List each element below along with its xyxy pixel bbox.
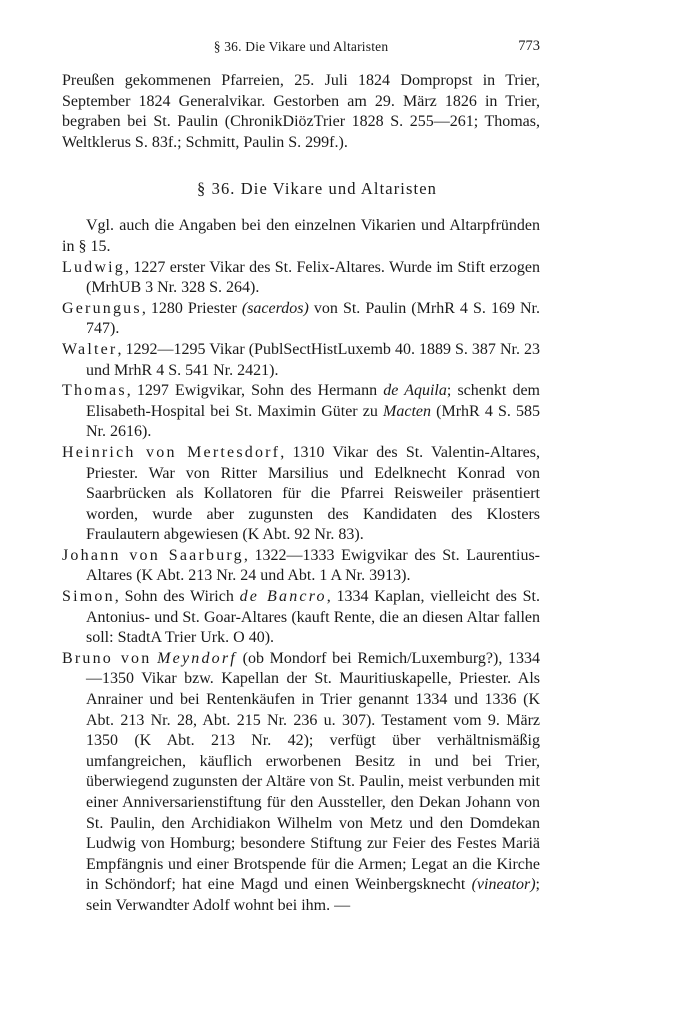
entry-text: von St. Paulin (MrhR 4 S. 169 Nr. 747). <box>86 299 541 338</box>
entry-item <box>62 299 540 340</box>
entry-text: (ob Mondorf bei Remich/Luxemburg?), 1334—1350 Vikar bzw. Kapellan der St. Mauritiuskapelle, Priester. Als Anrainer und bei Rentenkäufen in Trier genannt 1334 und 1336 (K Abt. 213 Nr. 28, Abt. 215 Nr. 236 u. 307). Testament vom 9. März 1350 (K Abt. 213 Nr. 42); verfügt über verhältnismäßig umfangreichen, käuflich erworbenen Besitz in und bei Trier, überwiegend zugunsten der Altäre von St. Paulin, meist verbunden mit einer Anniversarienstiftung für den Aussteller, den Dekan Johann von St. Paulin, den Archidiakon Wilhelm von Metz und den Domdekan Ludwig von Homburg; besondere Stiftung zur Feier des Festes Mariä Empfängnis und einer Brotspende für die Armen; Legat an die Kirche in Schöndorf; hat eine Magd und einen Weinbergsknecht <box>86 649 541 894</box>
entry-italic-text: Meyndorf <box>157 649 237 667</box>
page-number: 773 <box>518 38 540 54</box>
entry-text: , 1292—1295 Vikar (PublSectHistLuxemb 40. 1889 S. 387 Nr. 23 und MrhR 4 S. 541 Nr. 2421). <box>86 340 540 379</box>
entry-text: , 1334 Kaplan, vielleicht des St. Antonius- und St. Goar-Altares (kauft Rente, die an diesen Altar fallen soll: StadtA Trier Urk. O 40). <box>86 588 540 647</box>
running-head <box>62 39 540 59</box>
entry-text: , 1322—1333 Ewigvikar des St. Laurentius-Altares (K Abt. 213 Nr. 24 und Abt. 1 A Nr. 3913). <box>86 546 540 585</box>
entry-text: ; sein Verwandter Adolf wohnt bei ihm. — <box>86 876 540 914</box>
entry-text: , 1297 Ewigvikar, Sohn des Hermann <box>126 382 384 400</box>
entry-text: , 1280 Priester <box>141 299 242 317</box>
entry-text: , 1310 Vikar des St. Valentin-Altares, Priester. War von Ritter Marsilius und Edelknecht Konrad von Saarbrücken als Kollatoren für die Pfarrei Reisweiler präsentiert worden, wurde aber zugunsten des Kandidaten des Klosters Fraulautern abgewiesen (K Abt. 92 Nr. 83). <box>86 443 540 544</box>
entry-item <box>62 546 540 587</box>
entry-item <box>62 649 540 917</box>
entry-item <box>62 587 540 649</box>
entry-text: , Sohn des Wirich <box>114 588 240 606</box>
entry-text: ; schenkt dem Elisabeth-Hospital bei St. Maximin Güter zu <box>86 382 540 420</box>
preface-paragraph: Vgl. auch die Angaben bei den einzelnen Vikarien und Altarpfründen in § 15. <box>62 217 540 255</box>
book-page <box>62 0 540 917</box>
entry-italic-text: de Bancro <box>239 588 327 606</box>
entry-name: Heinrich von Mertesdorf <box>62 443 281 461</box>
entry-name: Ludwig <box>62 258 125 276</box>
entry-italic-text: (vineator) <box>471 876 536 894</box>
entry-list <box>62 258 540 917</box>
entry-name: Gerungus <box>62 299 142 317</box>
entry-item <box>62 258 540 299</box>
continued-paragraph: Preußen gekommenen Pfarreien, 25. Juli 1824 Dompropst in Trier, September 1824 Generalvikar. Gestorben am 29. März 1826 in Trier, begraben bei St. Paulin (ChronikDiözTrier 1828 S. 255—261; Thomas, Weltklerus S. 83f.; Schmitt, Paulin S. 299f.). <box>62 72 540 151</box>
entry-item <box>62 443 540 546</box>
running-head-title: § 36. Die Vikare und Altaristen <box>213 39 389 54</box>
entry-name: Simon <box>62 588 115 606</box>
entry-text: , 1227 erster Vikar des St. Felix-Altares. Wurde im Stift erzogen (MrhUB 3 Nr. 328 S. 264). <box>86 258 540 297</box>
entry-name: Johann von Saarburg <box>62 546 244 564</box>
entry-name: Thomas <box>62 382 127 400</box>
entry-text: (MrhR 4 S. 585 Nr. 2616). <box>86 402 541 441</box>
entry-item <box>62 381 540 443</box>
entry-italic-text: Macten <box>383 402 431 420</box>
entry-item <box>62 340 540 381</box>
entry-name: Walter <box>62 340 118 358</box>
entry-italic-text: (sacerdos) <box>241 299 309 317</box>
entry-italic-text: de Aquila <box>383 382 447 400</box>
section-heading: § 36. Die Vikare und Altaristen <box>197 179 437 199</box>
entry-name: Bruno von <box>62 649 152 667</box>
